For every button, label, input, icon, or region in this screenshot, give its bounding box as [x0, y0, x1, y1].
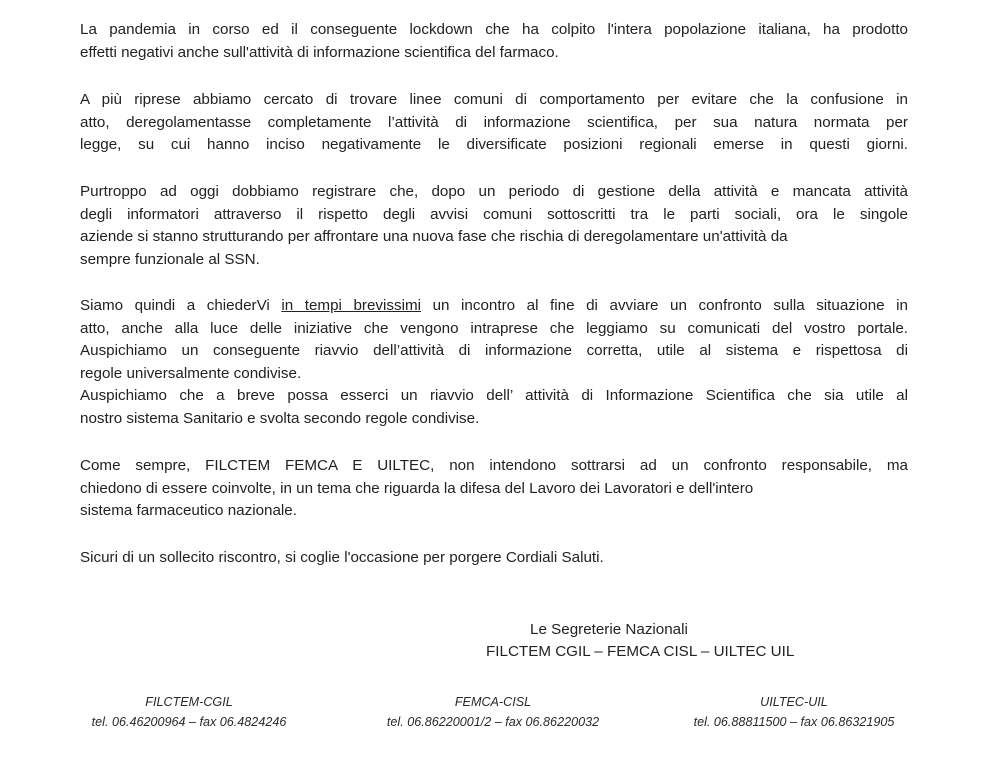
text-line: legge, su cui hanno inciso negativamente le diversificate posizioni regionali emerse in questi giorni.: [80, 136, 908, 153]
text-line: effetti negativi anche sull'attività di informazione scientifica del farmaco.: [80, 43, 559, 61]
signature-block: [486, 619, 886, 663]
footer-contact-femca: [370, 692, 616, 732]
text-segment: un incontro al fine di avviare un confronto sulla situazione in: [421, 297, 909, 314]
footer-phone-fax: tel. 06.88811500 – fax 06.86321905: [693, 715, 895, 729]
text-line: Purtroppo ad oggi dobbiamo registrare che, dopo un periodo di gestione della attività e mancata attività: [80, 183, 908, 200]
text-line: La pandemia in corso ed il conseguente lockdown che ha colpito l'intera popolazione italiana, ha prodotto: [80, 21, 908, 38]
text-line: Sicuri di un sollecito riscontro, si coglie l'occasione per porgere Cordiali Saluti.: [80, 549, 604, 566]
paragraph-closing: [80, 547, 908, 570]
footer-org-name: FEMCA-CISL: [454, 695, 532, 709]
paragraph-meeting-request: [80, 295, 908, 430]
signature-organizations: FILCTEM CGIL – FEMCA CISL – UILTEC UIL: [486, 643, 795, 660]
text-line: sempre funzionale al SSN.: [80, 250, 260, 268]
text-line: Come sempre, FILCTEM FEMCA E UILTEC, non intendono sottrarsi ad un confronto responsabile, ma: [80, 457, 908, 474]
text-line: A più riprese abbiamo cercato di trovare linee comuni di comportamento per evitare che la confusione in: [80, 91, 908, 108]
paragraph-common-guidelines: [80, 89, 908, 157]
paragraph-pandemic-impact: [80, 19, 908, 64]
text-line: atto, deregolamentasse completamente l’attività di informazione scientifica, per sua natura normata per: [80, 113, 908, 131]
text-segment: Siamo quindi a chiederVi: [80, 297, 282, 314]
text-line: atto, anche alla luce delle iniziative che vengono intraprese che leggiamo su comunicati del vostro portale.: [80, 319, 908, 337]
footer-contact-uiltec: [680, 692, 908, 732]
text-line: Auspichiamo un conseguente riavvio dell’attività di informazione corretta, utile al sistema e rispettosa di: [80, 342, 908, 359]
text-line: chiedono di essere coinvolte, in un tema che riguarda la difesa del Lavoro dei Lavoratori e dell'intero: [80, 479, 754, 497]
footer-contact-filctem: [80, 692, 298, 732]
footer-org-name: FILCTEM-CGIL: [145, 695, 233, 709]
text-line: degli informatori attraverso il rispetto degli avvisi comuni sottoscritti tra le parti sociali, ora le singole: [80, 205, 908, 223]
text-line: [80, 295, 908, 318]
text-line: regole universalmente condivise.: [80, 364, 302, 382]
text-line: Auspichiamo che a breve possa esserci un riavvio dell’ attività di Informazione Scientifica che sia utile al: [80, 387, 908, 404]
text-line: aziende si stanno strutturando per affrontare una nuova fase che rischia di deregolamentare un'attività da: [80, 228, 788, 245]
text-line: nostro sistema Sanitario e svolta secondo regole condivise.: [80, 409, 480, 427]
emphasis-underlined: in tempi brevissimi: [281, 297, 421, 314]
signature-title: Le Segreterie Nazionali: [530, 621, 688, 638]
footer-org-name: UILTEC-UIL: [760, 695, 828, 709]
text-line: sistema farmaceutico nazionale.: [80, 502, 297, 519]
paragraph-deregulation-risk: [80, 181, 908, 271]
footer-phone-fax: tel. 06.86220001/2 – fax 06.86220032: [386, 715, 600, 729]
paragraph-unions-stance: [80, 455, 908, 523]
footer-phone-fax: tel. 06.46200964 – fax 06.4824246: [91, 715, 287, 729]
